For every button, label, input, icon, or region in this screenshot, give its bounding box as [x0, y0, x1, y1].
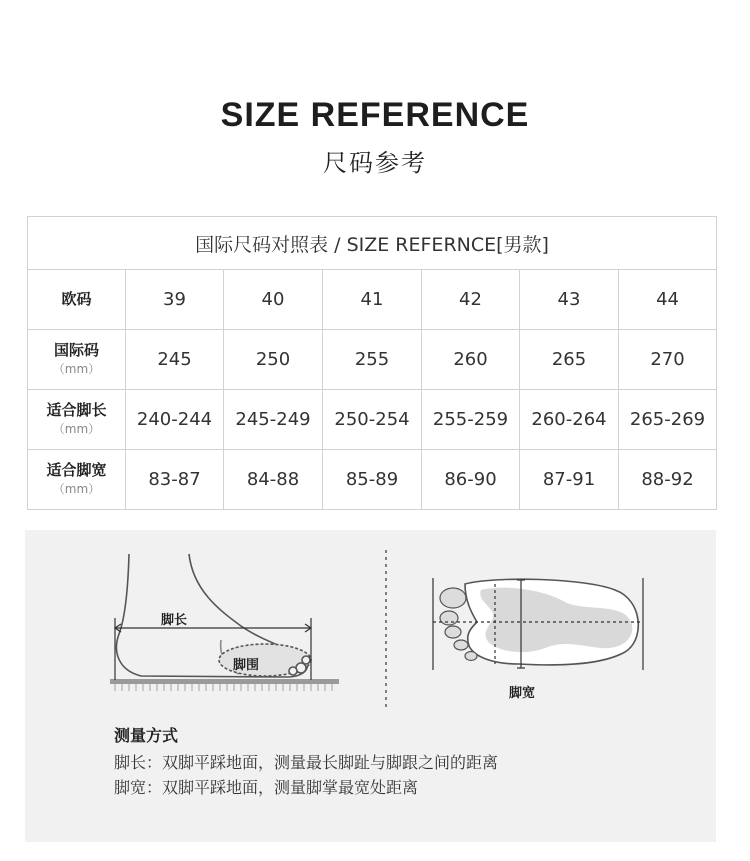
foot-length-label: 脚长: [161, 613, 188, 628]
table-cell: 270: [619, 330, 717, 390]
table-row: [28, 330, 717, 390]
page-title: SIZE REFERENCE: [220, 96, 530, 134]
table-caption: 国际尺码对照表 / SIZE REFERNCE[男款]: [28, 217, 717, 270]
foot-width-label: 脚宽: [509, 686, 536, 701]
size-table: [27, 216, 717, 510]
table-cell: 83-87: [126, 450, 224, 510]
table-cell: 255-259: [422, 390, 520, 450]
row-unit: （mm）: [52, 361, 101, 376]
table-row: [28, 390, 717, 450]
measurement-panel: [25, 530, 716, 842]
row-header: 适合脚宽 （mm）: [28, 450, 126, 510]
table-cell: 88-92: [619, 450, 717, 510]
table-cell: 245: [126, 330, 224, 390]
table-cell: 85-89: [323, 450, 422, 510]
method-line-length: 脚长：双脚平踩地面，测量最长脚趾与脚跟之间的距离: [114, 753, 499, 772]
foot-girth-label: 脚围: [233, 658, 260, 673]
table-cell: 250: [224, 330, 323, 390]
table-cell: 84-88: [224, 450, 323, 510]
table-cell: 44: [619, 270, 717, 330]
method-title: 测量方式: [114, 726, 179, 745]
row-header: 国际码 （mm）: [28, 330, 126, 390]
table-cell: 250-254: [323, 390, 422, 450]
table-cell: 245-249: [224, 390, 323, 450]
table-cell: 41: [323, 270, 422, 330]
row-unit: （mm）: [52, 481, 101, 496]
row-header: 欧码: [28, 270, 126, 330]
table-cell: 43: [520, 270, 619, 330]
row-header: 适合脚长 （mm）: [28, 390, 126, 450]
table-cell: 39: [126, 270, 224, 330]
ground-icon: [110, 679, 339, 691]
page-subtitle: 尺码参考: [323, 149, 427, 177]
table-row: [28, 270, 717, 330]
table-cell: 260: [422, 330, 520, 390]
side-foot-icon: [117, 554, 311, 677]
table-cell: 260-264: [520, 390, 619, 450]
table-cell: 40: [224, 270, 323, 330]
row-unit: （mm）: [52, 421, 101, 436]
table-cell: 265-269: [619, 390, 717, 450]
table-cell: 87-91: [520, 450, 619, 510]
table-cell: 42: [422, 270, 520, 330]
table-cell: 240-244: [126, 390, 224, 450]
table-cell: 255: [323, 330, 422, 390]
method-line-width: 脚宽：双脚平踩地面，测量脚掌最宽处距离: [114, 778, 419, 797]
table-cell: 86-90: [422, 450, 520, 510]
table-row: [28, 450, 717, 510]
table-cell: 265: [520, 330, 619, 390]
